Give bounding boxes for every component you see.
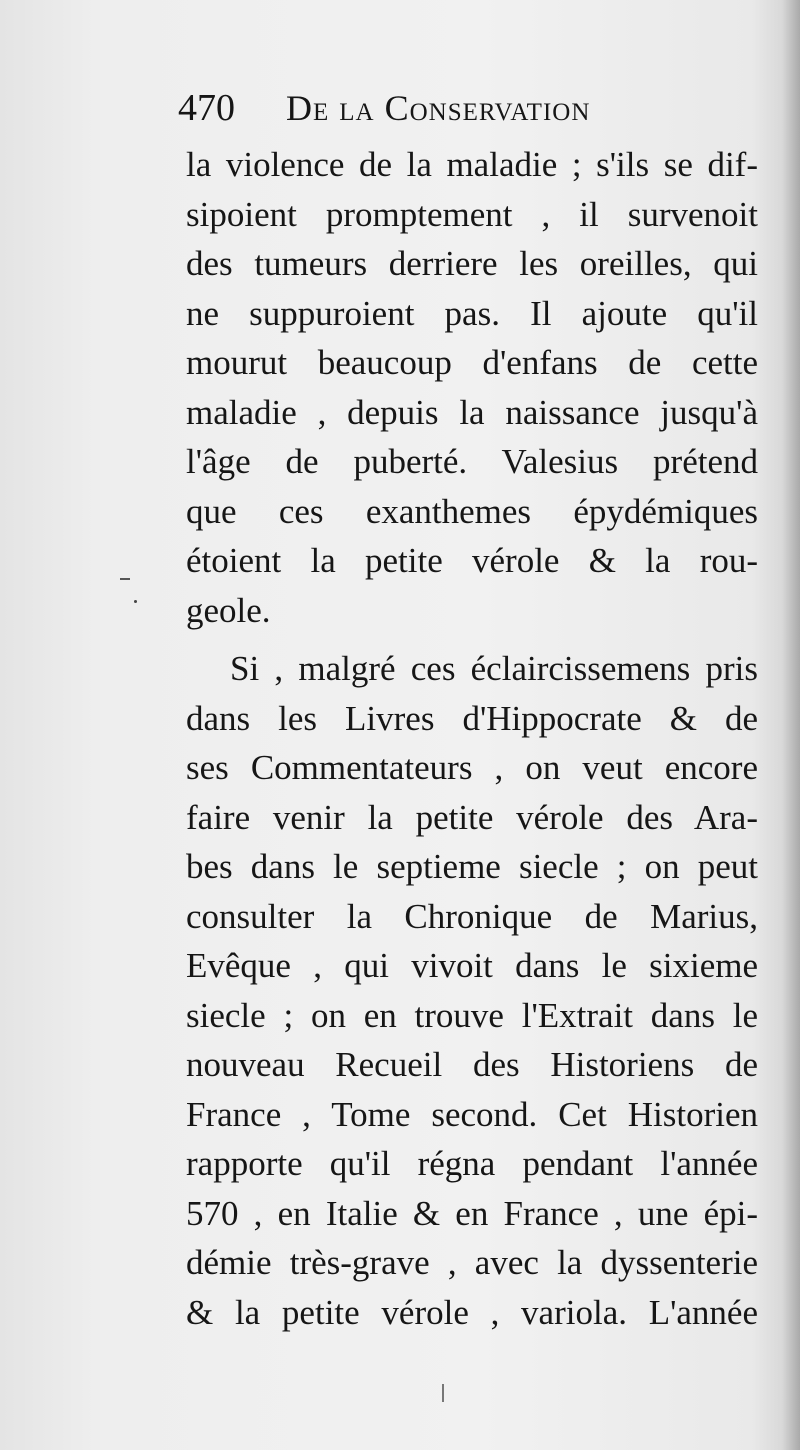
text-line: dans les Livres d'Hippocrate & de xyxy=(186,698,758,738)
page-number: 470 xyxy=(178,87,235,129)
text-line: sipoient promptement , il survenoit xyxy=(186,194,758,234)
margin-mark xyxy=(120,578,130,580)
text-line: mourut beaucoup d'enfans de cette xyxy=(186,343,758,382)
running-title: De la Conservation xyxy=(286,88,591,128)
text-line: & la petite vérole , variola. L'année xyxy=(186,1292,758,1332)
text-line: rapporte qu'il régna pendant l'année xyxy=(186,1144,758,1183)
text-line: ses Commentateurs , on veut encore xyxy=(186,748,758,787)
page-edge-shadow xyxy=(782,0,800,1450)
foot-mark xyxy=(442,1384,444,1402)
text-line: consulter la Chronique de Marius, xyxy=(186,896,758,936)
text-line: des tumeurs derriere les oreilles, qui xyxy=(186,244,758,283)
text-line: Si , malgré ces éclaircissemens pris xyxy=(230,649,758,688)
text-line: siecle ; on en trouve l'Extrait dans le xyxy=(186,995,758,1035)
text-line: bes dans le septieme siecle ; on peut xyxy=(186,847,758,886)
text-line: que ces exanthemes épydémiques xyxy=(186,491,758,531)
text-line: faire venir la petite vérole des Ara- xyxy=(186,797,758,837)
body-text xyxy=(186,140,758,1337)
paragraph-2 xyxy=(186,644,758,1337)
text-line: étoient la petite vérole & la rou- xyxy=(186,541,758,580)
text-line: Evêque , qui vivoit dans le sixieme xyxy=(186,946,758,985)
text-line: ne suppuroient pas. Il ajoute qu'il xyxy=(186,293,758,333)
text-line: maladie , depuis la naissance jusqu'à xyxy=(186,392,758,432)
text-line: 570 , en Italie & en France , une épi- xyxy=(186,1193,758,1233)
text-line: démie très-grave , avec la dyssenterie xyxy=(186,1243,758,1282)
text-line: nouveau Recueil des Historiens de xyxy=(186,1045,758,1084)
margin-dot xyxy=(134,600,137,603)
text-line: geole. xyxy=(186,590,271,630)
text-line: l'âge de puberté. Valesius prétend xyxy=(186,442,758,481)
page-header xyxy=(178,82,698,134)
paragraph-1 xyxy=(186,140,758,635)
text-line: France , Tome second. Cet Historien xyxy=(186,1094,758,1134)
text-line: la violence de la maladie ; s'ils se dif- xyxy=(186,145,758,184)
